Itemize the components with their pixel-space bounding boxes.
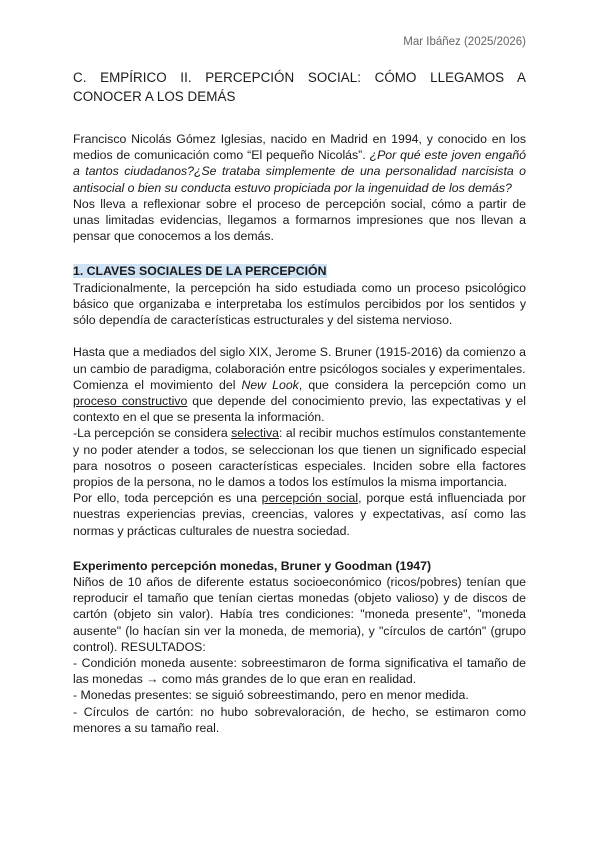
social-perception-term: percepción social	[261, 491, 359, 506]
section-heading: 1. CLAVES SOCIALES DE LA PERCEPCIÓN	[73, 264, 327, 279]
section-heading-wrap	[73, 263, 526, 279]
experiment-result-cardboard: - Círculos de cartón: no hubo sobrevaloración, de hecho, se estimaron como menores a su tamaño real.	[73, 704, 526, 735]
intro-reflection: Nos lleva a reflexionar sobre el proceso de percepción social, cómo a partir de unas limitadas evidencias, llegamos a formarnos impresiones que nos llevan a pensar que conocemos a los demás.	[73, 196, 526, 244]
new-look-text-b: , que considera la percepción como un	[298, 377, 526, 392]
document-body	[73, 68, 526, 736]
experiment-description: Niños de 10 años de diferente estatus socioeconómico (ricos/pobres) tenían que reproducir el tamaño que tenían ciertas monedas (objeto valioso) y de discos de cartón (objeto sin valor). Había tres condiciones: "moneda presente", "moneda ausente" (lo hacían sin ver la moneda, de memoria), y "círculos de cartón" (grupo control). RESULTADOS:	[73, 575, 526, 654]
header-author: Mar Ibáñez (2025/2026)	[403, 36, 526, 48]
section-paragraph-social	[73, 490, 526, 539]
intro-paragraph	[73, 131, 526, 196]
experiment-result-present: - Monedas presentes: se siguió sobreestimando, pero en menor medida.	[73, 688, 469, 703]
section-paragraph-selective	[73, 425, 526, 490]
intro-text: Francisco Nicolás Gómez Iglesias, nacido en Madrid en 1994, y conocido en los medios de comunicación como “El pequeño Nicolás”.	[73, 132, 526, 163]
experiment-heading: Experimento percepción monedas, Bruner y Goodman (1947)	[73, 558, 432, 573]
new-look-text-c: que depende del conocimiento previo, las expectativas y el contexto en el que se presenta la información.	[73, 394, 526, 425]
selective-text-a: -La percepción se considera	[73, 426, 232, 441]
section-paragraph-bruner: Hasta que a mediados del siglo XIX, Jerome S. Bruner (1915-2016) da comienzo a un cambio de paradigma, colaboración entre psicólogos sociales y experimentales.	[73, 345, 526, 376]
new-look-term: New Look	[241, 377, 299, 392]
intro-question: ¿Por qué este joven engañó a tantos ciudadanos?¿Se trataba simplemente de una personalidad narcisista o antisocial o bien su conducta estuvo propiciada por la ingenuidad de los demás?	[73, 148, 526, 195]
section-paragraph-new-look	[73, 377, 526, 426]
blank-line	[73, 328, 526, 344]
selective-term: selectiva	[231, 426, 279, 441]
experiment-result-absent: - Condición moneda ausente: sobreestimaron de forma significativa el tamaño de las monedas → como más grandes de lo que eran en realidad.	[73, 656, 526, 687]
document-title: C. EMPÍRICO II. PERCEPCIÓN SOCIAL: CÓMO LLEGAMOS A CONOCER A LOS DEMÁS	[73, 70, 526, 104]
social-text-a: Por ello, toda percepción es una	[73, 491, 262, 506]
social-text-b: , porque está influenciada por nuestras experiencias previas, creencias, valores y expectativas, así como las normas y prácticas culturales de nuestra sociedad.	[73, 491, 526, 538]
new-look-text-a: Comienza el movimiento del	[73, 377, 242, 392]
constructive-process-term: proceso constructivo	[73, 394, 188, 409]
section-paragraph-traditional: Tradicionalmente, la percepción ha sido estudiada como un proceso psicológico básico que organizaba e interpretaba los estímulos percibidos por los sentidos y sólo dependía de características estructurales y del sistema nervioso.	[73, 280, 526, 328]
selective-text-b: : al recibir muchos estímulos constantemente y no poder atender a todos, se seleccionan los que tienen un significado especial para nosotros o poseen características especiales. Inciden sobre ella factores propios de la persona, no le damos a todos los estímulos la misma importancia.	[73, 426, 527, 490]
